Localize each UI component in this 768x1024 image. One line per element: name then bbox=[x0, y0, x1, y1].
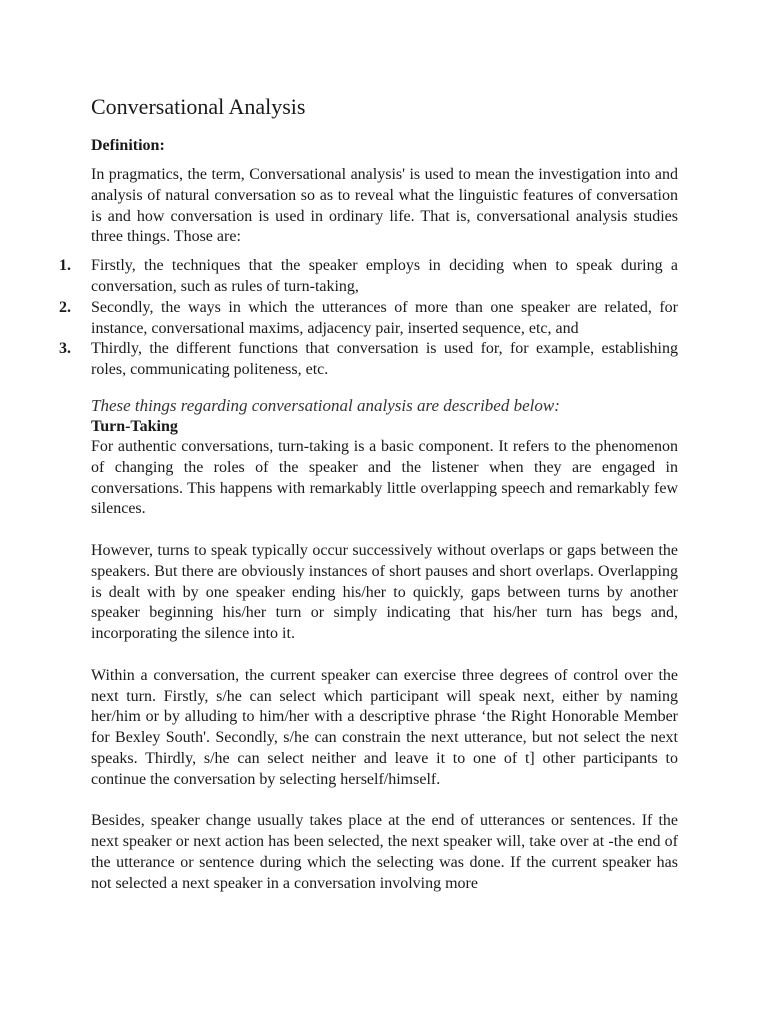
list-number: 3. bbox=[59, 340, 71, 358]
list-number: 2. bbox=[59, 298, 71, 316]
list-number: 1. bbox=[59, 257, 71, 275]
list-item bbox=[59, 339, 678, 381]
body-paragraph: Within a conversation, the current speaker can exercise three degrees of control over the next turn. Firstly, s/he can select which participant will speak next, either by naming her/him or by alluding to him/her with a descriptive phrase ‘the Right Honorable Member for Bexley South'. Secondly, s/he can constrain the next utterance, but not select the next speaks. Thirdly, s/he can select neither and leave it to one of t] other participants to continue the conversation by selecting herself/himself. bbox=[91, 666, 678, 788]
list-item-text: Firstly, the techniques that the speaker employs in deciding when to speak during a conversation, such as rules of turn-taking, bbox=[91, 257, 678, 295]
document-title: Conversational Analysis bbox=[91, 94, 306, 119]
section-intro: These things regarding conversational analysis are described below: bbox=[91, 395, 560, 415]
body-paragraph: Besides, speaker change usually takes place at the end of utterances or sentences. If the next speaker or next action has been selected, the next speaker will, take over at -the end of the utterance or sentence during which the selecting was done. If the current speaker has not selected a next speaker in a conversation involving more bbox=[91, 812, 678, 892]
list-item bbox=[59, 298, 678, 340]
section-heading-turn-taking: Turn-Taking bbox=[91, 417, 178, 435]
body-paragraph: For authentic conversations, turn-taking is a basic component. It refers to the phenomenon of changing the roles of the speaker and the listener when they are engaged in conversations. This happens with remarkably little overlapping speech and remarkably few silences. bbox=[91, 437, 678, 518]
definition-label: Definition: bbox=[91, 137, 165, 154]
list-item-text: Thirdly, the different functions that conversation is used for, for example, establishing roles, communicating politeness, etc. bbox=[91, 340, 678, 379]
definition-paragraph: In pragmatics, the term, Conversational analysis' is used to mean the investigation into and analysis of natural conversation so as to reveal what the linguistic features of conversation is and how conversation is used in ordinary life. That is, conversational analysis studies three things. Those are: bbox=[91, 166, 678, 246]
numbered-list bbox=[59, 256, 678, 381]
document-body bbox=[59, 92, 678, 915]
list-item bbox=[59, 256, 678, 298]
list-item-text: Secondly, the ways in which the utterances of more than one speaker are related, for instance, conversational maxims, adjacency pair, inserted sequence, etc, and bbox=[91, 298, 678, 337]
body-paragraph: However, turns to speak typically occur successively without overlaps or gaps between the speakers. But there are obviously instances of short pauses and short overlaps. Overlapping is dealt with by one speaker ending his/her to quickly, gaps between turns by another speaker beginning his/her turn or simply indicating that his/her turn has begs and, incorporating the silence into it. bbox=[91, 541, 678, 643]
